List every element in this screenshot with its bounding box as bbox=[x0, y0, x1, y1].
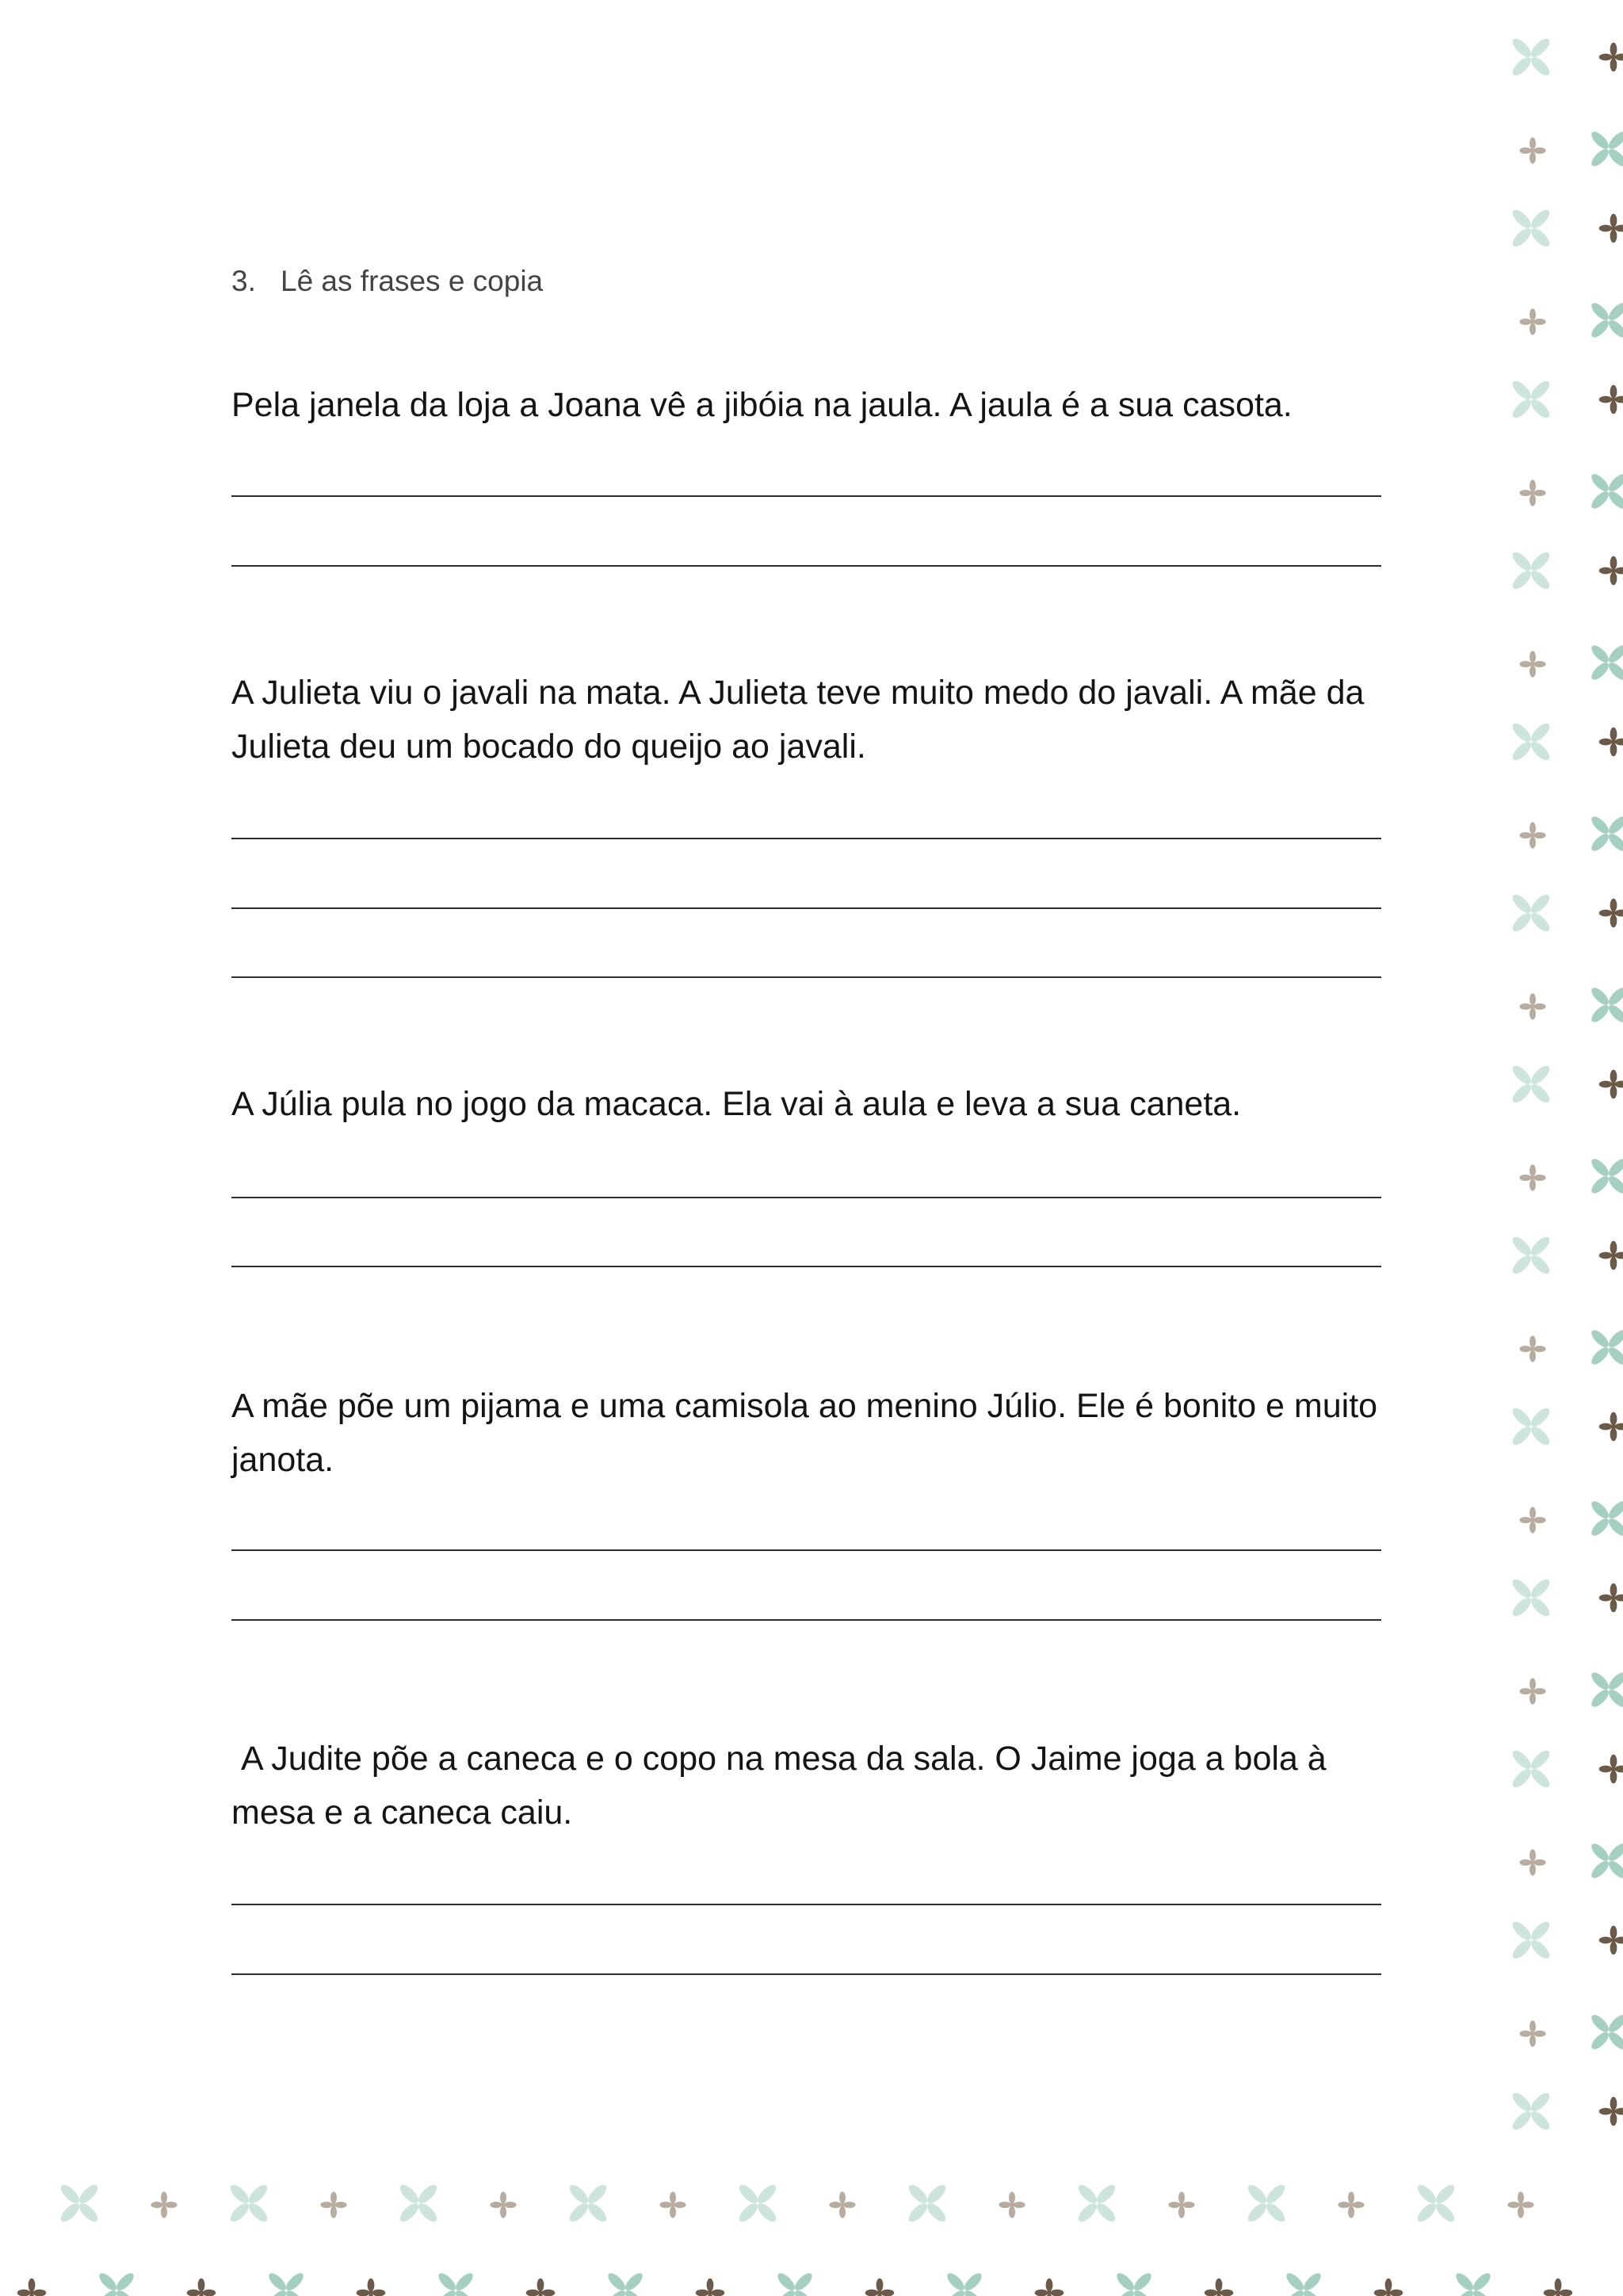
flower-motif-icon bbox=[999, 2191, 1025, 2218]
leaf-motif-icon bbox=[1245, 2182, 1288, 2225]
flower-motif-icon bbox=[1205, 2279, 1234, 2296]
flower-motif-icon bbox=[829, 2191, 855, 2218]
flower-motif-icon bbox=[17, 2279, 47, 2296]
sentence-block-2: A Julieta viu o javali na mata. A Julieta teve muito medo do javali. A mãe da Julieta deu um bocado do queijo ao javali. bbox=[231, 674, 1374, 766]
leaf-motif-icon bbox=[1510, 1919, 1552, 1962]
leaf-motif-icon bbox=[1589, 643, 1623, 682]
sentence-block-4: A mãe põe um pijama e uma camisola ao menino Júlio. Ele é bonito e muito janota. bbox=[231, 1387, 1388, 1479]
leaf-motif-icon bbox=[1589, 814, 1623, 854]
leaf-motif-icon bbox=[1589, 1499, 1623, 1538]
leaf-motif-icon bbox=[1510, 720, 1552, 763]
leaf-motif-icon bbox=[436, 2271, 475, 2296]
leaf-motif-icon bbox=[1589, 1670, 1623, 1710]
leaf-motif-icon bbox=[1510, 1063, 1552, 1106]
flower-motif-icon bbox=[1519, 308, 1545, 334]
flower-motif-icon bbox=[1338, 2191, 1364, 2218]
leaf-motif-icon bbox=[906, 2182, 949, 2225]
flower-motif-icon bbox=[1519, 1335, 1545, 1362]
exercise-instruction: Lê as frases e copia bbox=[281, 265, 544, 297]
leaf-motif-icon bbox=[1589, 2012, 1623, 2052]
flower-motif-icon bbox=[1507, 2191, 1533, 2218]
leaf-motif-icon bbox=[1510, 1234, 1552, 1277]
flower-motif-icon bbox=[187, 2279, 216, 2296]
leaf-motif-icon bbox=[58, 2182, 101, 2225]
flower-motif-icon bbox=[1599, 1070, 1623, 1099]
leaf-motif-icon bbox=[266, 2271, 306, 2296]
flower-motif-icon bbox=[320, 2191, 346, 2218]
flower-motif-icon bbox=[151, 2191, 177, 2218]
flower-motif-icon bbox=[1599, 1241, 1623, 1270]
leaf-motif-icon bbox=[567, 2182, 609, 2225]
flower-motif-icon bbox=[526, 2279, 556, 2296]
flower-motif-icon bbox=[1519, 1507, 1545, 1533]
leaf-motif-icon bbox=[1510, 549, 1552, 592]
flower-motif-icon bbox=[1599, 728, 1623, 757]
leaf-motif-icon bbox=[1284, 2271, 1323, 2296]
flower-motif-icon bbox=[1519, 137, 1545, 163]
leaf-motif-icon bbox=[1510, 378, 1552, 421]
flower-motif-icon bbox=[357, 2279, 386, 2296]
leaf-motif-icon bbox=[945, 2271, 984, 2296]
flower-motif-icon bbox=[1599, 899, 1623, 928]
leaf-motif-icon bbox=[1510, 2090, 1552, 2133]
leaf-motif-icon bbox=[1589, 472, 1623, 511]
flower-motif-icon bbox=[1519, 2020, 1545, 2046]
leaf-motif-icon bbox=[1589, 1156, 1623, 1196]
leaf-motif-icon bbox=[1510, 892, 1552, 934]
leaf-motif-icon bbox=[97, 2271, 136, 2296]
flower-motif-icon bbox=[1519, 1164, 1545, 1190]
flower-motif-icon bbox=[1374, 2279, 1403, 2296]
flower-motif-icon bbox=[1519, 1849, 1545, 1875]
flower-motif-icon bbox=[1599, 556, 1623, 586]
leaf-motif-icon bbox=[1453, 2271, 1493, 2296]
leaf-motif-icon bbox=[1075, 2182, 1118, 2225]
leaf-motif-icon bbox=[1510, 207, 1552, 250]
flower-motif-icon bbox=[1168, 2191, 1194, 2218]
leaf-motif-icon bbox=[397, 2182, 440, 2225]
flower-motif-icon bbox=[1599, 1412, 1623, 1442]
flower-motif-icon bbox=[659, 2191, 685, 2218]
leaf-motif-icon bbox=[1589, 1328, 1623, 1367]
flower-motif-icon bbox=[696, 2279, 725, 2296]
exercise-number: 3. bbox=[231, 265, 256, 297]
flower-motif-icon bbox=[1599, 1584, 1623, 1613]
flower-motif-icon bbox=[1519, 1678, 1545, 1704]
flower-motif-icon bbox=[1599, 214, 1623, 243]
leaf-motif-icon bbox=[1589, 985, 1623, 1025]
leaf-motif-icon bbox=[775, 2271, 815, 2296]
flower-motif-icon bbox=[1035, 2279, 1064, 2296]
leaf-motif-icon bbox=[736, 2182, 779, 2225]
flower-motif-icon bbox=[1519, 651, 1545, 677]
leaf-motif-icon bbox=[1589, 129, 1623, 169]
flower-motif-icon bbox=[490, 2191, 516, 2218]
sentence-block-5: A Judite põe a caneca e o copo na mesa da sala. O Jaime joga a bola à mesa e a caneca caiu. bbox=[231, 1740, 1336, 1832]
leaf-motif-icon bbox=[1589, 300, 1623, 340]
flower-motif-icon bbox=[1599, 2097, 1623, 2126]
sentence-block-1: Pela janela da loja a Joana vê a jibóia na jaula. A jaula é a sua casota. bbox=[231, 386, 1293, 424]
leaf-motif-icon bbox=[1589, 1841, 1623, 1881]
flower-motif-icon bbox=[1519, 993, 1545, 1019]
leaf-motif-icon bbox=[1114, 2271, 1154, 2296]
leaf-motif-icon bbox=[1510, 36, 1552, 78]
leaf-motif-icon bbox=[1415, 2182, 1457, 2225]
flower-motif-icon bbox=[1519, 479, 1545, 506]
leaf-motif-icon bbox=[605, 2271, 645, 2296]
flower-motif-icon bbox=[1599, 1926, 1623, 1955]
sentence-block-3: A Júlia pula no jogo da macaca. Ela vai à aula e leva a sua caneta. bbox=[231, 1085, 1242, 1123]
leaf-motif-icon bbox=[227, 2182, 270, 2225]
leaf-motif-icon bbox=[1510, 1748, 1552, 1790]
flower-motif-icon bbox=[1599, 43, 1623, 72]
flower-motif-icon bbox=[1599, 1755, 1623, 1784]
flower-motif-icon bbox=[865, 2279, 895, 2296]
flower-motif-icon bbox=[1544, 2279, 1573, 2296]
leaf-motif-icon bbox=[1510, 1405, 1552, 1448]
leaf-motif-icon bbox=[1510, 1576, 1552, 1619]
flower-motif-icon bbox=[1599, 385, 1623, 415]
flower-motif-icon bbox=[1519, 822, 1545, 848]
